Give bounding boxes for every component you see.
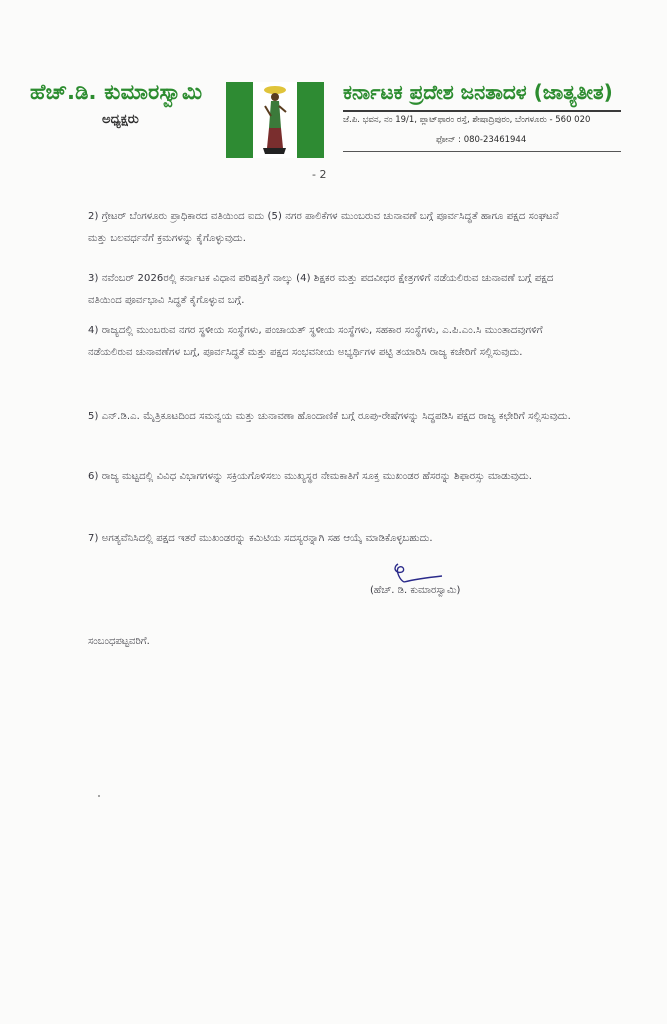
paragraph-item-3: 3) ನವೆಂಬರ್ 2026ರಲ್ಲಿ ಕರ್ನಾಟಕ ವಿಧಾನ ಪರಿಷತ್ತಿಗೆ ನಾಲ್ಕು (4) ಶಿಕ್ಷಕರ ಮತ್ತು ಪದವೀಧರ ಕ್ಷೇತ್ರಗಳಿಗೆ ನಡೆಯಲಿರುವ ಚುನಾವಣೆ ಬಗ್ಗೆ ಪಕ್ಷದ ವತಿಯಿಂದ ಪೂರ್ವಭಾವಿ ಸಿದ್ಧತೆ ಕೈಗೊಳ್ಳುವ ಬಗ್ಗೆ. (88, 273, 554, 306)
speck (98, 795, 100, 797)
flag-left-stripe (226, 82, 253, 158)
paragraph-item-7: 7) ಅಗತ್ಯವೆನಿಸಿದಲ್ಲಿ ಪಕ್ಷದ ಇತರೆ ಮುಖಂಡರನ್ನು ಕಮಿಟಿಯ ಸದಸ್ಯರನ್ನಾಗಿ ಸಹ ಆಯ್ಕೆ ಮಾಡಿಕೊಳ್ಳಬಹುದು. (88, 533, 433, 544)
addressee: ಸಂಬಂಧಪಟ್ಟವರಿಗೆ. (88, 636, 150, 647)
paragraph-item-2: 2) ಗ್ರೇಟರ್ ಬೆಂಗಳೂರು ಪ್ರಾಧಿಕಾರದ ವತಿಯಿಂದ ಐದು (5) ನಗರ ಪಾಲಿಕೆಗಳ ಮುಂಬರುವ ಚುನಾವಣೆ ಬಗ್ಗೆ ಪೂರ್ವಸಿದ್ಧತೆ ಹಾಗೂ ಪಕ್ಷದ ಸಂಘಟನೆ ಮತ್ತು ಬಲವರ್ಧನೆಗೆ ಕ್ರಮಗಳನ್ನು ಕೈಗೊಳ್ಳುವುದು. (88, 211, 559, 244)
president-title: ಅಧ್ಯಕ್ಷರು (102, 112, 139, 127)
party-flag-logo (226, 82, 324, 158)
signatory-name: (ಹೆಚ್. ಡಿ. ಕುಮಾರಸ್ವಾಮಿ) (370, 585, 461, 596)
party-name: ಕರ್ನಾಟಕ ಪ್ರದೇಶ ಜನತಾದಳ (ಜಾತ್ಯತೀತ) (343, 80, 613, 104)
paragraph-item-6: 6) ರಾಜ್ಯ ಮಟ್ಟದಲ್ಲಿ ವಿವಿಧ ವಿಭಾಗಗಳನ್ನು ಸಕ್ರಿಯಗೊಳಿಸಲು ಮುಖ್ಯಸ್ಥರ ನೇಮಕಾತಿಗೆ ಸೂಕ್ತ ಮುಖಂಡರ ಹೆಸರನ್ನು ಶಿಫಾರಸ್ಸು ಮಾಡುವುದು. (88, 471, 533, 482)
president-name: ಹೆಚ್.ಡಿ. ಕುಮಾರಸ್ವಾಮಿ (30, 80, 203, 104)
party-address: ಜೆ.ಪಿ. ಭವನ, ನಂ 19/1, ಪ್ಲಾಟ್‌ಫಾರಂ ರಸ್ತೆ, ಶೇಷಾದ್ರಿಪುರಂ, ಬೆಂಗಳೂರು - 560 020 (343, 115, 591, 125)
letterhead-right (343, 80, 633, 104)
party-phone: ಫೋನ್ : 080-23461944 (436, 135, 527, 145)
page-number: - 2 (312, 168, 327, 181)
paragraph-item-4: 4) ರಾಜ್ಯದಲ್ಲಿ ಮುಂಬರುವ ನಗರ ಸ್ಥಳೀಯ ಸಂಸ್ಥೆಗಳು, ಪಂಚಾಯತ್ ಸ್ಥಳೀಯ ಸಂಸ್ಥೆಗಳು, ಸಹಕಾರ ಸಂಸ್ಥೆಗಳು, ಎ.ಪಿ.ಎಂ.ಸಿ ಮುಂತಾದವುಗಳಿಗೆ ನಡೆಯಲಿರುವ ಚುನಾವಣೆಗಳ ಬಗ್ಗೆ, ಪೂರ್ವಸಿದ್ಧತೆ ಮತ್ತು ಪಕ್ಷದ ಸಂಭವನೀಯ ಅಭ್ಯರ್ಥಿಗಳ ಪಟ್ಟಿ ತಯಾರಿಸಿ ರಾಜ್ಯ ಕಚೇರಿಗೆ ಸಲ್ಲಿಸುವುದು. (88, 325, 543, 358)
signature-mark (390, 560, 450, 588)
letterhead-bottom-divider (343, 151, 621, 152)
letterhead-divider (343, 110, 621, 112)
paragraph-item-5: 5) ಎನ್.ಡಿ.ಎ. ಮೈತ್ರಿಕೂಟದಿಂದ ಸಮನ್ವಯ ಮತ್ತು ಚುನಾವಣಾ ಹೊಂದಾಣಿಕೆ ಬಗ್ಗೆ ರೂಪು-ರೇಷೆಗಳನ್ನು ಸಿದ್ಧಪಡಿಸಿ ಪಕ್ಷದ ರಾಜ್ಯ ಕಛೇರಿಗೆ ಸಲ್ಲಿಸುವುದು. (88, 411, 571, 422)
flag-right-stripe (297, 82, 324, 158)
letterhead-left (30, 80, 220, 127)
